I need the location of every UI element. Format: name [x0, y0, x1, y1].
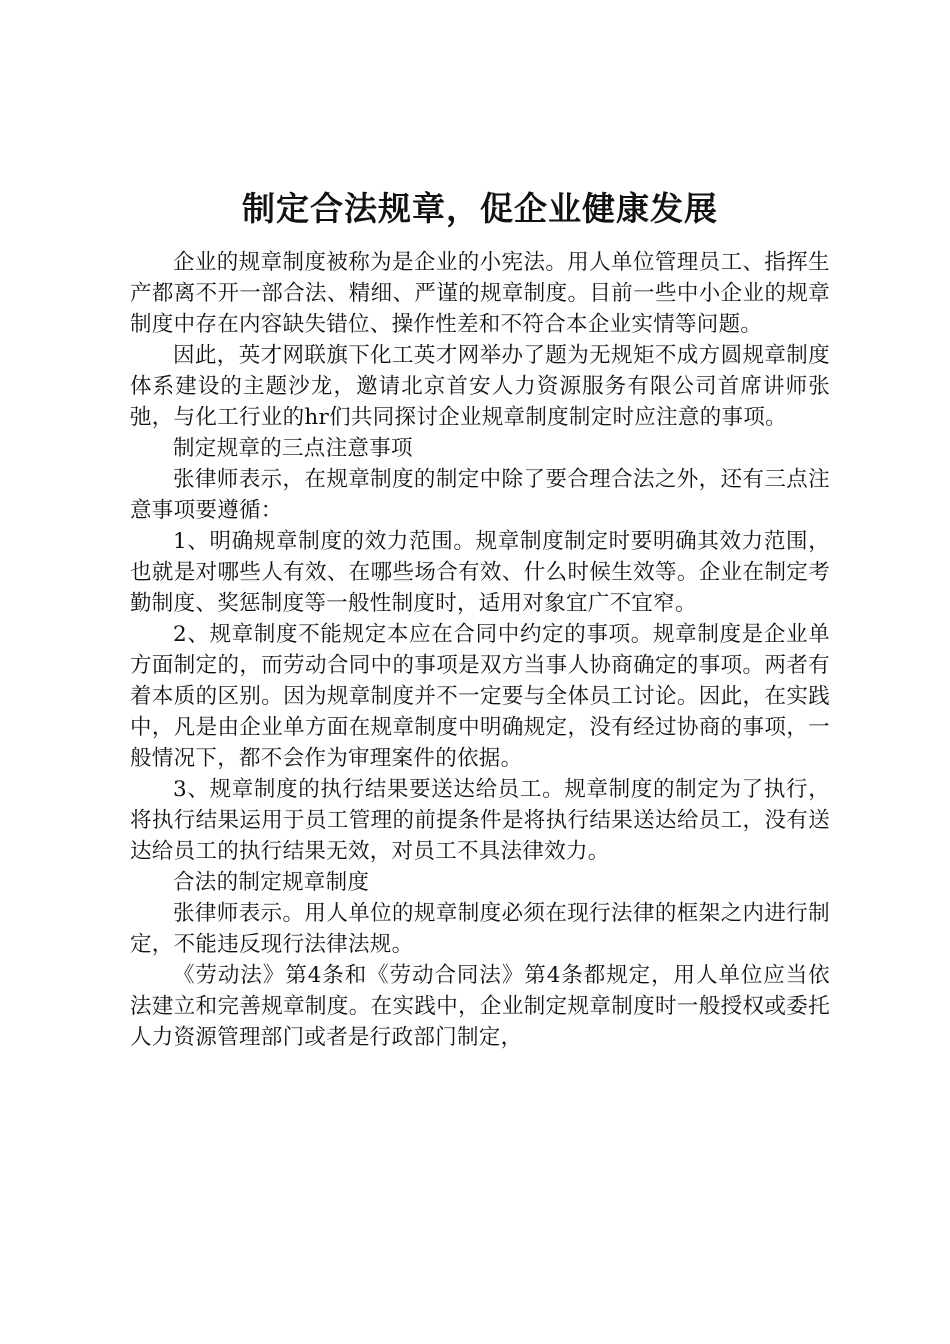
paragraph-intro: 企业的规章制度被称为是企业的小宪法。用人单位管理员工、指挥生产都离不开一部合法、精细、严谨的规章制度。目前一些中小企业的规章制度中存在内容缺失错位、操作性差和不符合本企业实情等问题。: [130, 250, 830, 337]
paragraph-legal-framework: 张律师表示。用人单位的规章制度必须在现行法律的框架之内进行制定，不能违反现行法律法规。: [130, 901, 830, 957]
paragraph-salon: 因此，英才网联旗下化工英才网举办了题为无规矩不成方圆规章制度体系建设的主题沙龙，邀请北京首安人力资源服务有限公司首席讲师张弛，与化工行业的hr们共同探讨企业规章制度制定时应注意的事项。: [130, 343, 830, 430]
section-heading-legal-rules: 合法的制定规章制度: [173, 870, 370, 895]
document-title: 制定合法规章，促企业健康发展: [242, 189, 718, 228]
paragraph-point-3: 3、规章制度的执行结果要送达给员工。规章制度的制定为了执行，将执行结果运用于员工管理的前提条件是将执行结果送达给员工，没有送达给员工的执行结果无效，对员工不具法律效力。: [130, 777, 830, 864]
document-body: [130, 185, 830, 1053]
paragraph-labor-law: 《劳动法》第4条和《劳动合同法》第4条都规定，用人单位应当依法建立和完善规章制度。在实践中，企业制定规章制度时一般授权或委托人力资源管理部门或者是行政部门制定，: [130, 963, 830, 1050]
paragraph-point-2: 2、规章制度不能规定本应在合同中约定的事项。规章制度是企业单方面制定的，而劳动合同中的事项是双方当事人协商确定的事项。两者有着本质的区别。因为规章制度并不一定要与全体员工讨论。因此，在实践中，凡是由企业单方面在规章制度中明确规定，没有经过协商的事项，一般情况下，都不会作为审理案件的依据。: [130, 622, 830, 771]
paragraph-lawyer-statement: 张律师表示，在规章制度的制定中除了要合理合法之外，还有三点注意事项要遵循：: [130, 467, 830, 523]
section-heading-three-points: 制定规章的三点注意事项: [173, 436, 413, 461]
paragraph-point-1: 1、明确规章制度的效力范围。规章制度制定时要明确其效力范围，也就是对哪些人有效、在哪些场合有效、什么时候生效等。企业在制定考勤制度、奖惩制度等一般性制度时，适用对象宜广不宜窄。: [130, 529, 830, 616]
